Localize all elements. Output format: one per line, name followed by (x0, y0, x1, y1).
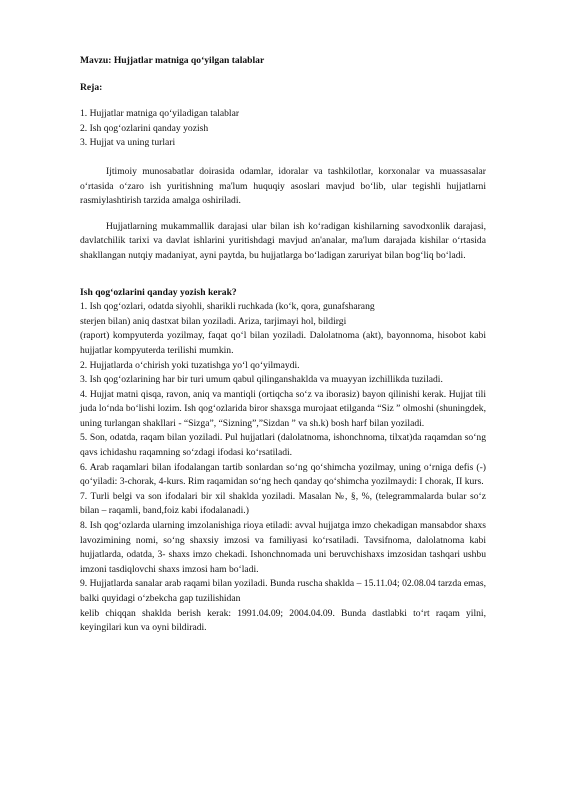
plan-list (80, 107, 486, 151)
list-item: 2. Hujjatlarda o‘chirish yoki tuzatishga yo‘l qo‘yilmaydi. (80, 359, 300, 371)
document-title: Mavzu: Hujjatlar matniga qo‘yilgan talablar (80, 55, 265, 66)
list-item: 7. Turli belgi va son ifodalari bir xil shaklda yoziladi. Masalan №, §, %, (telegrammalarda bular so‘z bilan – raqamli, band,foiz kabi ifodalanadi.) (80, 490, 486, 517)
plan-item: 2. Ish qog‘ozlarini qanday yozish (80, 122, 209, 134)
list-item: 6. Arab raqamlari bilan ifodalangan tartib sonlardan so‘ng qo‘shimcha yozilmay, uning o‘rniga defis (-) qo‘yiladi: 3-chorak, 4-kurs. Rim raqamidan so‘ng hech qanday qo‘shimcha yozilmaydi: I chorak, II kurs. (80, 461, 486, 488)
list-item: (raport) kompyuterda yozilmay, faqat qo‘l bilan yoziladi. Dalolatnoma (akt), bayonnoma, hisobot kabi hujjatlar kompyuterda terilishi mumkin. (80, 330, 486, 356)
document-page (80, 54, 486, 636)
list-item: sterjen bilan) aniq dastxat bilan yoziladi. Ariza, tarjimayi hol, bildirgi (80, 315, 347, 327)
paragraph: Ijtimoiy munosabatlar doirasida odamlar, idoralar va tashkilotlar, korxonalar va muassasalar o‘rtasida o‘zaro ish yuritishning ma'lum huquqiy asoslari mavjud bo‘lib, ular tegishli hujjatlarni rasmiylashtirish tarzida amalga oshiriladi. (80, 165, 486, 207)
list-item: 3. Ish qog‘ozlarining har bir turi umum qabul qilinganshaklda va muayyan izchillikda tuziladi. (80, 374, 443, 386)
paragraph: Hujjatlarning mukammallik darajasi ular bilan ish ko‘radigan kishilarning savodxonlik darajasi, davlatchilik tarixi va davlat ishlarini yuritishdagi mavjud an'analar, ma'lum darajada kishilar o‘rtasida shakllangan nutqiy madaniyat, ayni paytda, bu hujjatlarga bo‘ladigan zaruriyat bilan bog‘liq bo‘ladi. (80, 220, 486, 261)
list-item: 8. Ish qog‘ozlarda ularning imzolanishiga rioya etiladi: avval hujjatga imzo chekadigan mansabdor shaxs lavozimining nomi, so‘ng shaxsiy imzosi va familiyasi ko‘rsatiladi. Tavsifnoma, dalolatnoma kabi hujjatlarda, odatda, 3- shaxs imzo chekadi. Ishonchnomada uni beruvchishaxs imzosidan tashqari ushbu imzoni tasdiqlovchi shaxs imzosi ham bo‘ladi. (80, 520, 486, 575)
list-item: 5. Son, odatda, raqam bilan yoziladi. Pul hujjatlari (dalolatnoma, ishonchnoma, tilxat)da raqamdan so‘ng qavs ichidashu raqamning so‘zdagi ifodasi ko‘rsatiladi. (80, 432, 486, 459)
section-title: Ish qog‘ozlarini qanday yozish kerak? (80, 286, 237, 298)
list-item: kelib chiqqan shaklda berish kerak: 1991.04.09; 2004.04.09. Bunda dastlabki to‘rt raqam yilni, keyingilari kun va oyni bildiradi. (80, 607, 486, 634)
list-item: 4. Hujjat matni qisqa, ravon, aniq va mantiqli (ortiqcha so‘z va iborasiz) bayon qilinishi kerak. Hujjat tili juda lo‘nda bo‘lishi lozim. Ish qog‘ozlarida biror shaxsga murojaat etilganda “Siz ” olmoshi (shuningdek, uning turlangan shakllari - “Sizga”, “Sizning”,”Sizdan ” va sh.k) bosh harf bilan yoziladi. (80, 388, 486, 429)
plan-item: 1. Hujjatlar matniga qo‘yiladigan talablar (80, 108, 240, 120)
list-item: 1. Ish qog‘ozlari, odatda siyohli, sharikli ruchkada (ko‘k, qora, gunafsharang (80, 301, 375, 313)
list-item: 9. Hujjatlarda sanalar arab raqami bilan yoziladi. Bunda ruscha shaklda – 15.11.04; 02.08.04 tarzda emas, balki quyidagi o‘zbekcha gap tuzilishidan (80, 578, 486, 604)
plan-heading: Reja: (80, 81, 103, 93)
plan-item: 3. Hujjat va uning turlari (80, 137, 176, 149)
